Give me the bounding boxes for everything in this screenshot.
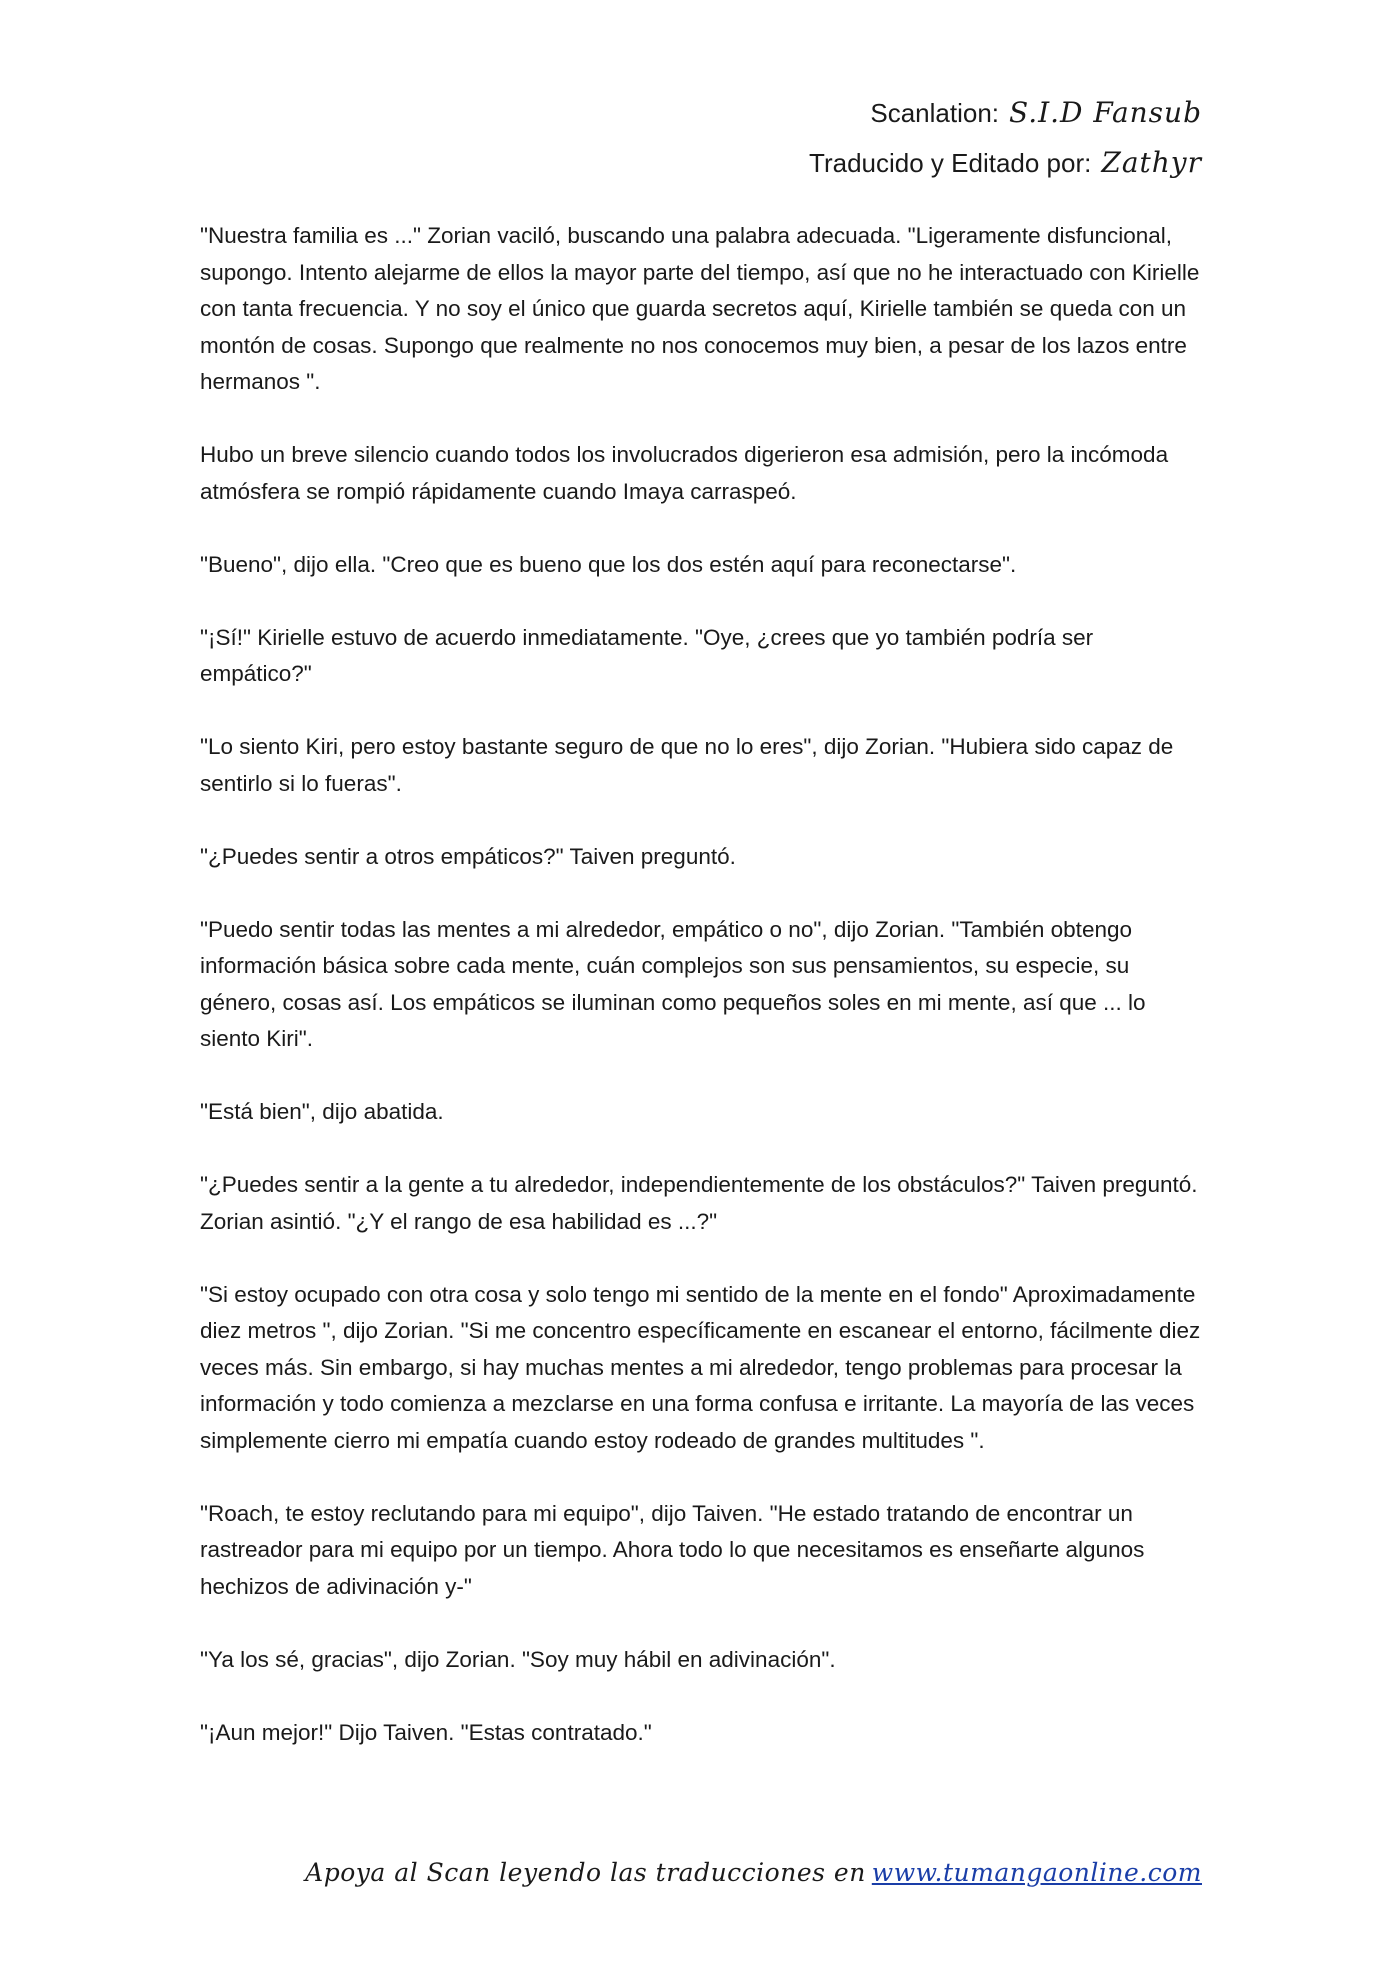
footer-support-note: [305, 1858, 1202, 1887]
scanlation-credit: [809, 88, 1202, 138]
paragraph: "¡Sí!" Kirielle estuvo de acuerdo inmediatamente. "Oye, ¿crees que yo también podría ser empático?": [200, 624, 1094, 686]
translator-name: Zathyr: [1101, 146, 1202, 179]
footer-link[interactable]: www.tumangaonline.com: [871, 1858, 1202, 1887]
paragraph: "¡Aun mejor!" Dijo Taiven. "Estas contratado.": [200, 1719, 652, 1745]
story-text: [200, 218, 1210, 1788]
paragraph: "Ya los sé, gracias", dijo Zorian. "Soy muy hábil en adivinación".: [200, 1646, 836, 1672]
translator-label: Traducido y Editado por:: [809, 148, 1092, 178]
paragraph: Hubo un breve silencio cuando todos los involucrados digerieron esa admisión, pero la incómoda atmósfera se rompió rápidamente cuando Imaya carraspeó.: [200, 442, 1169, 504]
paragraph: "Si estoy ocupado con otra cosa y solo tengo mi sentido de la mente en el fondo" Aproximadamente diez metros ", dijo Zorian. "Si me concentro específicamente en escanear el entorno, fácilmente diez veces más. Sin embargo, si hay muchas mentes a mi alrededor, tengo problemas para procesar la información y todo comienza a mezclarse en una forma confusa e irritante. La mayoría de las veces simplemente cierro mi empatía cuando estoy rodeado de grandes multitudes ".: [200, 1281, 1201, 1453]
paragraph: "Roach, te estoy reclutando para mi equipo", dijo Taiven. "He estado tratando de encontrar un rastreador para mi equipo por un tiempo. Ahora todo lo que necesitamos es enseñarte algunos hechizos de adivinación y-": [200, 1500, 1145, 1599]
paragraph: "Nuestra familia es ..." Zorian vaciló, buscando una palabra adecuada. "Ligeramente disfuncional, supongo. Intento alejarme de ellos la mayor parte del tiempo, así que no he interactuado con Kirielle con tanta frecuencia. Y no soy el único que guarda secretos aquí, Kirielle también se queda con un montón de cosas. Supongo que realmente no nos conocemos muy bien, a pesar de los lazos entre hermanos ".: [200, 223, 1200, 394]
paragraph: "¿Puedes sentir a otros empáticos?" Taiven preguntó.: [200, 843, 736, 869]
paragraph: "Lo siento Kiri, pero estoy bastante seguro de que no lo eres", dijo Zorian. "Hubiera sido capaz de sentirlo si lo fueras".: [200, 734, 1174, 796]
translator-credit: [809, 138, 1202, 188]
paragraph: "¿Puedes sentir a la gente a tu alrededor, independientemente de los obstáculos?" Taiven preguntó. Zorian asintió. "¿Y el rango de esa habilidad es ...?": [200, 1172, 1198, 1234]
scanlation-name: S.I.D Fansub: [1009, 96, 1202, 129]
footer-text: Apoya al Scan leyendo las traducciones en: [305, 1858, 866, 1887]
paragraph: "Está bien", dijo abatida.: [200, 1099, 444, 1124]
paragraph: "Bueno", dijo ella. "Creo que es bueno que los dos estén aquí para reconectarse".: [200, 551, 1017, 577]
paragraph: "Puedo sentir todas las mentes a mi alrededor, empático o no", dijo Zorian. "También obtengo información básica sobre cada mente, cuán complejos son sus pensamientos, su especie, su género, cosas así. Los empáticos se iluminan como pequeños soles en mi mente, así que ... lo siento Kiri".: [200, 916, 1146, 1051]
credits-block: [809, 88, 1202, 188]
scanlation-label: Scanlation:: [870, 98, 1000, 128]
